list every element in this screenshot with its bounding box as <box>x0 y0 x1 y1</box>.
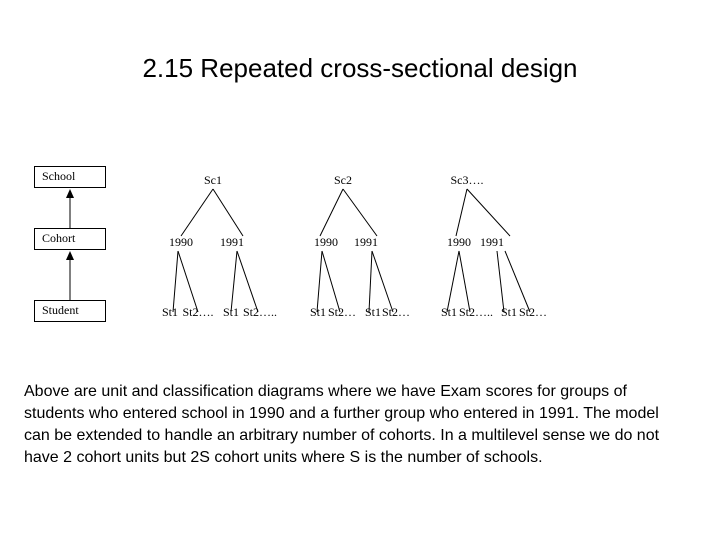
school-label: Sc1 <box>204 173 222 187</box>
hierarchy-arrows <box>66 189 74 300</box>
school-label: Sc3…. <box>450 173 484 187</box>
student-level-box: Student <box>34 300 106 322</box>
description-paragraph: Above are unit and classification diagrams where we have Exam scores for groups of students who entered school in 1990 and a further group who entered in 1991. The model can be extended to handle an arbitrary number of cohorts. In a multilevel sense we do not have 2 cohort units but 2S cohort units where S is the number of schools. <box>24 383 660 466</box>
cohort-label: 1991 <box>354 235 378 249</box>
arrowhead-icon <box>66 189 74 198</box>
slide-title: 2.15 Repeated cross-sectional design <box>142 53 578 83</box>
tree-sc2 <box>310 173 410 319</box>
student-label: St2…. <box>182 305 214 319</box>
student-label: St2… <box>381 305 411 319</box>
cohort-label: 1991 <box>480 235 504 249</box>
student-label: St1 <box>440 305 458 319</box>
student-label: St1 <box>222 305 240 319</box>
student-label: St2….. <box>242 305 278 319</box>
student-label: St1 <box>161 305 179 319</box>
student-label: St1 <box>364 305 382 319</box>
student-label: St2….. <box>458 305 494 319</box>
cohort-label: 1990 <box>314 235 338 249</box>
student-label: St1 <box>309 305 327 319</box>
arrowhead-icon <box>66 251 74 260</box>
student-label: St1 <box>500 305 518 319</box>
tree-sc1 <box>162 173 277 319</box>
student-label: St2… <box>327 305 357 319</box>
cohort-level-box: Cohort <box>34 228 106 250</box>
cohort-label: 1990 <box>447 235 471 249</box>
cohort-label: 1990 <box>169 235 193 249</box>
tree-sc3 <box>441 173 547 319</box>
student-label: St2… <box>518 305 548 319</box>
school-level-box: School <box>34 166 106 188</box>
cohort-label: 1991 <box>220 235 244 249</box>
school-label: Sc2 <box>334 173 352 187</box>
